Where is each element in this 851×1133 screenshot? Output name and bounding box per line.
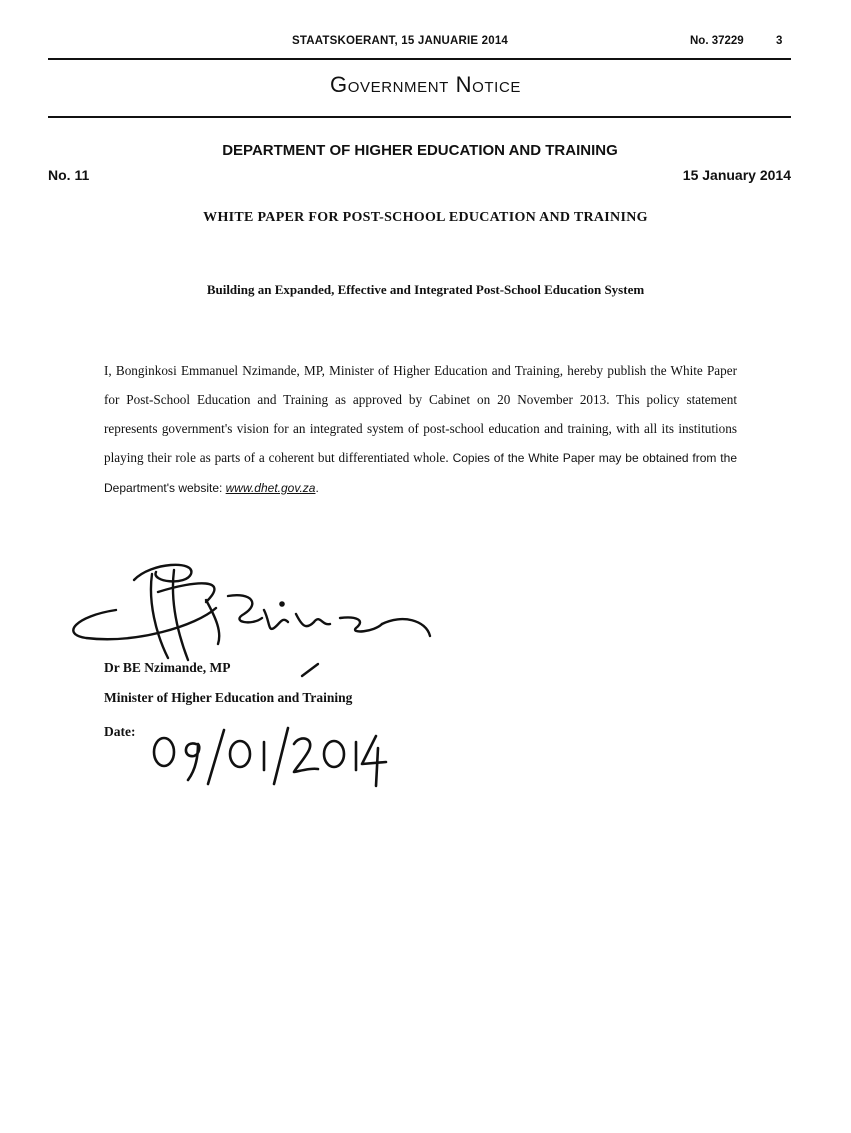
document-subtitle: Building an Expanded, Effective and Integrated Post-School Education System <box>206 282 645 297</box>
gazette-number: No. 37229 <box>690 35 744 47</box>
handwritten-date <box>148 714 388 794</box>
signatory-title: Minister of Higher Education and Training <box>104 690 353 705</box>
page-number: 3 <box>776 35 783 47</box>
website-link[interactable]: www.dhet.gov.za <box>225 481 316 495</box>
body-paragraph <box>104 356 737 503</box>
header-rule-bottom <box>48 116 791 118</box>
notice-number: No. 11 <box>48 167 90 183</box>
signatory-name: Dr BE Nzimande, MP <box>104 660 231 675</box>
date-label: Date: <box>104 724 136 739</box>
copies-text: Copies of the White Paper may be obtained from the Department's website: <box>104 451 737 495</box>
gazette-header: STAATSKOERANT, 15 JANUARIE 2014 <box>292 35 509 47</box>
white-paper-title: WHITE PAPER FOR POST-SCHOOL EDUCATION AND TRAINING <box>203 210 648 225</box>
department-name: DEPARTMENT OF HIGHER EDUCATION AND TRAINING <box>222 142 618 159</box>
handwritten-date-text: 09/01/2014 <box>148 714 153 715</box>
body-main-text: I, Bonginkosi Emmanuel Nzimande, MP, Minister of Higher Education and Training, hereby publish the White Paper for Post-School Education and Training as approved by Cabinet on 20 November 2013. This policy statement represents government's vision for an integrated system of post-school education and training, with all its institutions playing their role as parts of a coherent but differentiated whole. <box>104 363 737 465</box>
header-rule-top <box>48 58 791 60</box>
notice-date: 15 January 2014 <box>682 167 791 183</box>
notice-title: Government Notice <box>330 72 521 97</box>
body-end: . <box>315 481 319 495</box>
